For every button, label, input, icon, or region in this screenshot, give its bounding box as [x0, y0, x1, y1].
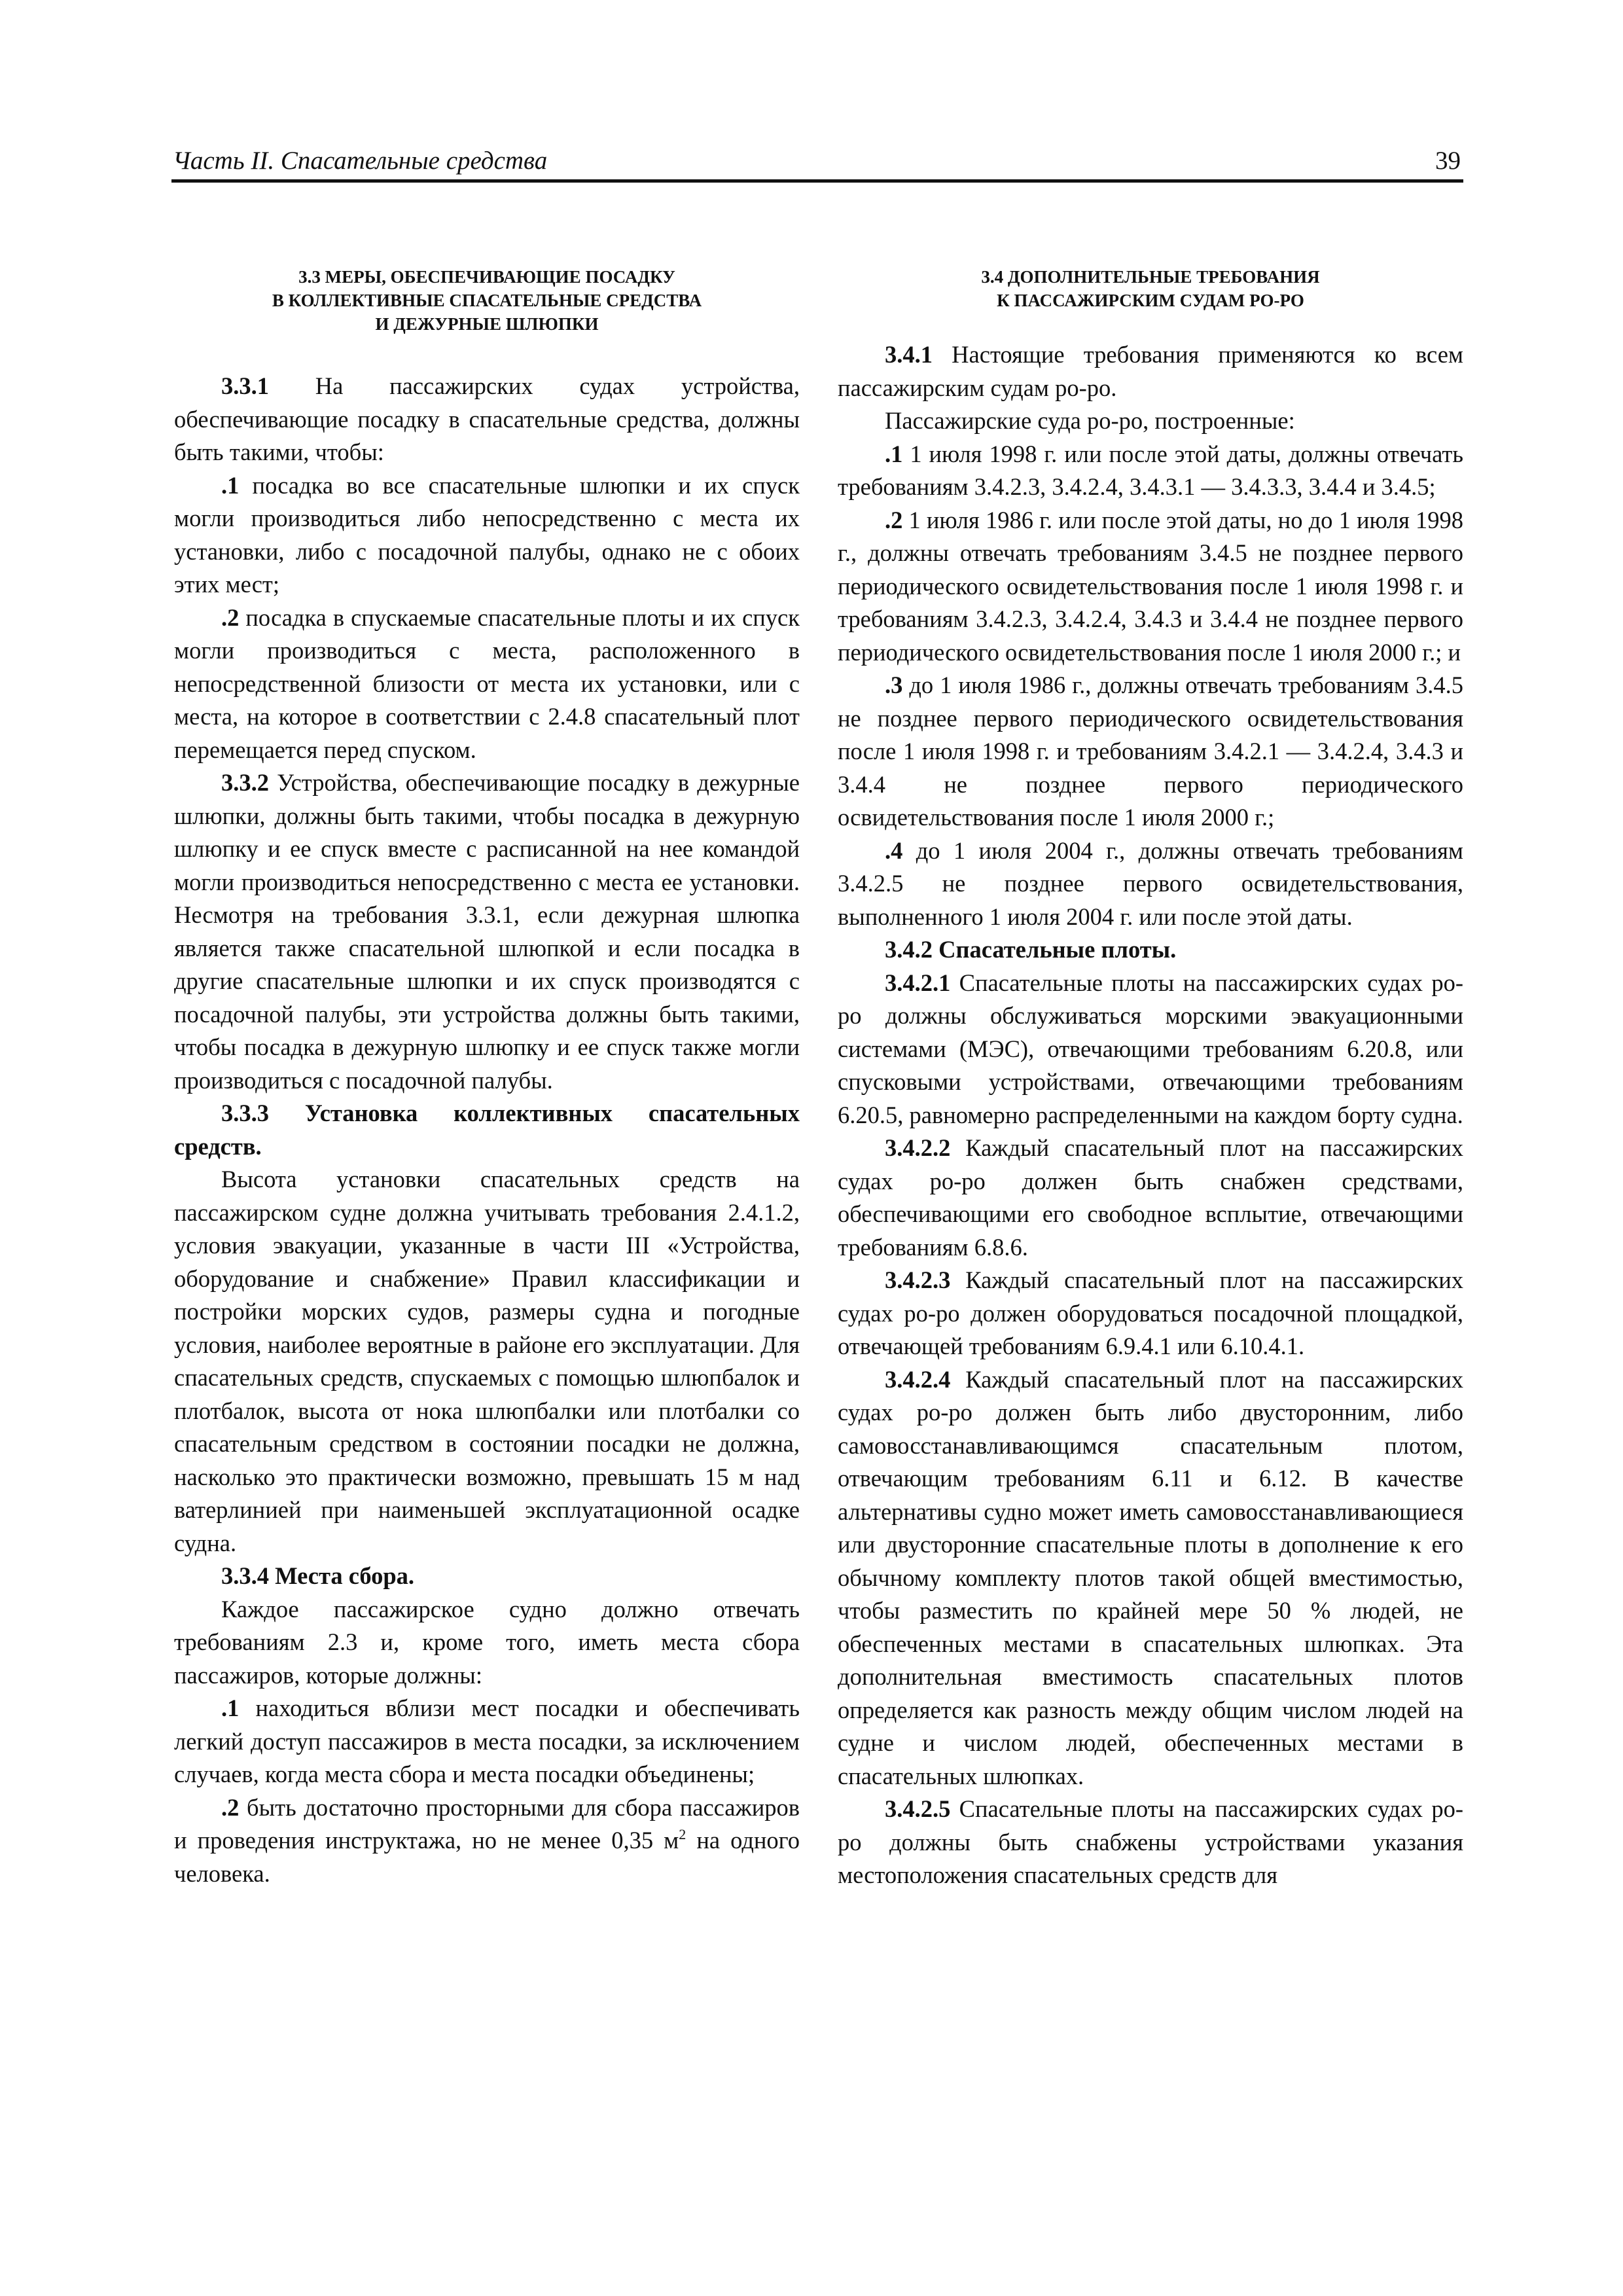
clause-number: 3.4.2.1 — [885, 969, 951, 996]
list-item — [838, 669, 1463, 834]
paragraph-text-block: Каждое пассажирское судно должно отвечать требованиям 2.3 и, кроме того, иметь места сбора пассажиров, которые должны: — [174, 1595, 800, 1689]
clause-number: 3.4.1 — [885, 341, 933, 368]
list-item — [838, 438, 1463, 504]
subsection-heading-3-3-3: 3.3.3 Установка коллективных спасательных средств. — [174, 1100, 800, 1160]
paragraph-text: посадка во все спасательные шлюпки и их спуск могли производиться либо непосредственно с места их установки, либо с посадочной палубы, однако не с обоих этих мест; — [174, 471, 800, 598]
item-number: .1 — [221, 1695, 240, 1721]
superscript: 2 — [679, 1826, 687, 1842]
paragraph-text: находиться вблизи мест посадки и обеспечивать легкий доступ пассажиров в места посадки, за исключением случаев, когда места сбора и места посадки объединены; — [174, 1695, 800, 1787]
clause-number: 3.3.1 — [221, 372, 269, 399]
clause-number: 3.4.2.2 — [885, 1134, 951, 1161]
page-number: 39 — [1435, 147, 1461, 175]
clause-number: 3.3.2 — [221, 769, 269, 796]
paragraph-text: 1 июля 1998 г. или после этой даты, должны отвечать требованиям 3.4.2.3, 3.4.2.4, 3.4.3.1 — 3.4.3.3, 3.4.4 и 3.4.5; — [838, 440, 1463, 500]
paragraph-text: Каждый спасательный плот на пассажирских судах ро-ро должен быть либо двусторонним, либо самовосстанавливающимся спасательным плотом, отвечающим требованиям 6.11 и 6.12. В качестве альтернативы судно может иметь самовосстанавливающиеся или двусторонние спасательные плоты в дополнение к его обычному комплекту плотов такой общей вместимостью, чтобы разместить по крайней мере 50 % людей, не обеспеченных местами в спасательных шлюпках. Эта дополнительная вместимость спасательных плотов определяется как разность между общим числом людей на судне и числом людей, обеспеченных местами в спасательных шлюпках. — [838, 1365, 1463, 1789]
paragraph-text: 1 июля 1986 г. или после этой даты, но до 1 июля 1998 г., должны отвечать требованиям 3.4.5 не позднее первого периодического освидетельствования после 1 июля 1998 г. и требованиям 3.4.2.3, 3.4.2.4, 3.4.3 и 3.4.4 не позднее первого периодического освидетельствования после 1 июля 2000 г.; и — [838, 506, 1463, 666]
clause-number: 3.4.2.3 — [885, 1266, 951, 1293]
list-item — [838, 504, 1463, 670]
right-column — [838, 265, 1463, 1892]
paragraph-3-4-2-4 — [838, 1363, 1463, 1793]
item-number: .2 — [885, 506, 903, 533]
subsection-heading-3-4-2: 3.4.2 Спасательные плоты. — [885, 936, 1177, 963]
paragraph-3-4-2-1 — [838, 967, 1463, 1132]
paragraph-text: Спасательные плоты на пассажирских судах ро-ро должны обслуживаться морскими эвакуационными системами (МЭС), отвечающими требованиям 6.20.8, или спусковыми устройствами, отвечающими требованиям 6.20.5, равномерно распределенными на каждом борту судна. — [838, 969, 1463, 1128]
heading-line: И ДЕЖУРНЫЕ ШЛЮПКИ — [375, 314, 599, 334]
paragraph-text: на одного человека. — [174, 1827, 800, 1887]
clause-number: 3.4.2.4 — [885, 1365, 951, 1393]
paragraph-3-4-2-3 — [838, 1264, 1463, 1363]
subsection-heading-3-3-4: 3.3.4 Места сбора. — [221, 1562, 415, 1589]
item-number: .1 — [221, 471, 240, 499]
item-number: .2 — [221, 1793, 240, 1821]
heading-line: 3.3 МЕРЫ, ОБЕСПЕЧИВАЮЩИЕ ПОСАДКУ — [298, 267, 675, 287]
paragraph-3-4-2-2 — [838, 1132, 1463, 1264]
paragraph-3-3-1 — [174, 370, 800, 469]
running-header-title: Часть II. Спасательные средства — [173, 147, 548, 175]
paragraph-text-block: Пассажирские суда ро-ро, построенные: — [885, 407, 1295, 434]
heading-line: К ПАССАЖИРСКИМ СУДАМ РО-РО — [997, 291, 1304, 310]
list-item — [174, 601, 800, 767]
paragraph-text: Каждый спасательный плот на пассажирских судах ро-ро должен оборудоваться посадочной площадкой, отвечающей требованиям 6.9.4.1 или 6.10.4.1. — [838, 1266, 1463, 1359]
clause-number: 3.4.2.5 — [885, 1795, 951, 1822]
paragraph-text: до 1 июля 1986 г., должны отвечать требованиям 3.4.5 не позднее первого периодического освидетельствования после 1 июля 1998 г. и требованиям 3.4.2.1 — 3.4.2.4, 3.4.3 и 3.4.4 не позднее первого периодического освидетельствования после 1 июля 2000 г.; — [838, 672, 1463, 831]
item-number: .4 — [885, 836, 903, 864]
item-number: .3 — [885, 672, 903, 698]
list-item — [174, 1692, 800, 1791]
item-number: .1 — [885, 440, 903, 467]
paragraph-3-4-1 — [838, 338, 1463, 404]
paragraph-text: Каждый спасательный плот на пассажирских судах ро-ро должен быть снабжен средствами, обеспечивающими его свободное всплытие, отвечающими требованиям 6.8.6. — [838, 1134, 1463, 1261]
running-header — [171, 145, 1463, 183]
paragraph-text: Спасательные плоты на пассажирских судах ро-ро должны быть снабжены устройствами указания местоположения спасательных средств для — [838, 1795, 1463, 1888]
paragraph-text: быть достаточно просторными для сбора пассажиров и проведения инструктажа, но не менее 0,35 м — [174, 1793, 800, 1854]
section-3-3-heading — [174, 265, 800, 336]
heading-line: 3.4 ДОПОЛНИТЕЛЬНЫЕ ТРЕБОВАНИЯ — [981, 267, 1320, 287]
paragraph-3-3-2 — [174, 766, 800, 1097]
paragraph-text: Устройства, обеспечивающие посадку в дежурные шлюпки, должны быть такими, чтобы посадка в дежурную шлюпку и ее спуск вместе с расписанной на нее командой могли производиться непосредственно с места ее установки. Несмотря на требования 3.3.1, если дежурная шлюпка является также спасательной шлюпкой и если посадка в другие спасательные шлюпки и их спуск производятся с посадочной палубы, эти устройства должны быть такими, чтобы посадка в дежурную шлюпку и ее спуск также могли производиться с посадочной палубы. — [174, 769, 800, 1094]
paragraph-text: На пассажирских судах устройства, обеспечивающие посадку в спасательные средства, должны быть такими, чтобы: — [174, 372, 800, 465]
paragraph-text-block: Высота установки спасательных средств на пассажирском судне должна учитывать требования 2.4.1.2, условия эвакуации, указанные в части III «Устройства, оборудование и снабжение» Правил классификации и постройки морских судов, размеры судна и погодные условия, наиболее вероятные в районе его эксплуатации. Для спасательных средств, спускаемых с помощью шлюпбалок и плотбалок, высота от нока шлюпбалки или плотбалки со спасательным средством в состоянии посадки не должна, насколько это практически возможно, превышать 15 м над ватерлинией при наименьшей эксплуатационной осадке судна. — [174, 1166, 800, 1556]
list-item — [838, 834, 1463, 934]
section-3-4-heading — [838, 265, 1463, 312]
item-number: .2 — [221, 603, 240, 631]
paragraph-text: Настоящие требования применяются ко всем пассажирским судам ро-ро. — [838, 341, 1463, 401]
left-column — [174, 265, 800, 1890]
paragraph-3-4-2-5 — [838, 1793, 1463, 1892]
paragraph-text: до 1 июля 2004 г., должны отвечать требованиям 3.4.2.5 не позднее первого освидетельствования, выполненного 1 июля 2004 г. или после этой даты. — [838, 836, 1463, 930]
heading-line: В КОЛЛЕКТИВНЫЕ СПАСАТЕЛЬНЫЕ СРЕДСТВА — [272, 291, 702, 310]
list-item — [174, 1791, 800, 1891]
list-item — [174, 469, 800, 601]
paragraph-text: посадка в спускаемые спасательные плоты и их спуск могли производиться с места, расположенного в непосредственной близости от места их установки, или с места, на которое в соответствии с 2.4.8 спасательный плот перемещается перед спуском. — [174, 603, 800, 763]
